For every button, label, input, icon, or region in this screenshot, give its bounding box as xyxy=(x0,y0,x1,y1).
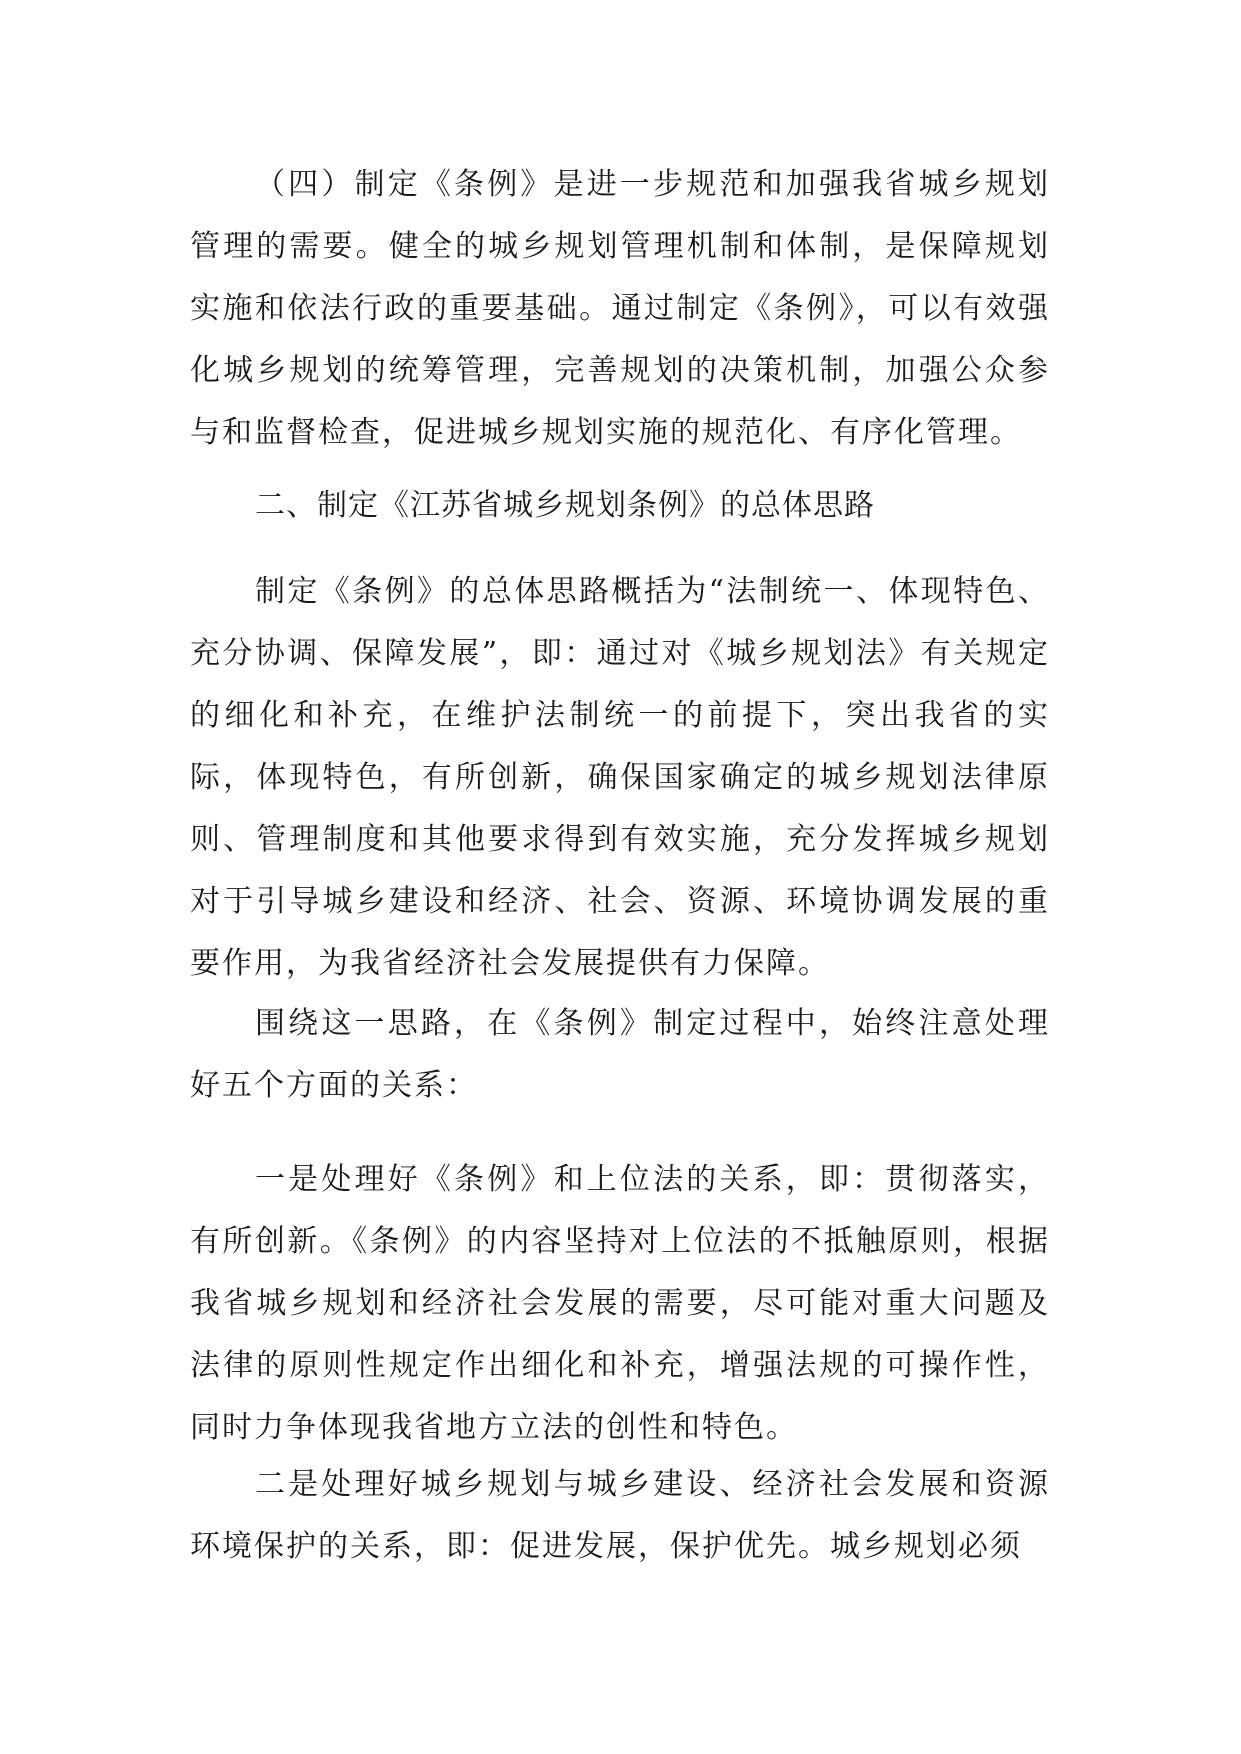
paragraph-overall-approach: 制定《条例》的总体思路概括为“法制统一、体现特色、充分协调、保障发展”，即：通过对《城乡规划法》有关规定的细化和补充，在维护法制统一的前提下，突出我省的实际，体现特色，有所创新，确保国家确定的城乡规划法律原则、管理制度和其他要求得到有效实施，充分发挥城乡规划对于引导城乡建设和经济、社会、资源、环境协调发展的重要作用，为我省经济社会发展提供有力保障。 xyxy=(190,574,1050,981)
paragraph-section-four: （四）制定《条例》是进一步规范和加强我省城乡规划管理的需要。健全的城乡规划管理机制和体制，是保障规划实施和依法行政的重要基础。通过制定《条例》，可以有效强化城乡规划的统筹管理，完善规划的决策机制，加强公众参与和监督检查，促进城乡规划实施的规范化、有序化管理。 xyxy=(190,167,1050,450)
paragraph-five-relations: 围绕这一思路，在《条例》制定过程中，始终注意处理好五个方面的关系： xyxy=(190,1006,1050,1103)
paragraph-relation-one: 一是处理好《条例》和上位法的关系，即：贯彻落实，有所创新。《条例》的内容坚持对上位法的不抵触原则，根据我省城乡规划和经济社会发展的需要，尽可能对重大问题及法律的原则性规定作出细化和补充，增强法规的可操作性，同时力争体现我省地方立法的创性和特色。 xyxy=(190,1162,1050,1445)
paragraph-relation-two: 二是处理好城乡规划与城乡建设、经济社会发展和资源环境保护的关系，即：促进发展，保护优先。城乡规划必须 xyxy=(190,1467,1050,1564)
section-heading: 二、制定《江苏省城乡规划条例》的总体思路 xyxy=(255,488,875,523)
